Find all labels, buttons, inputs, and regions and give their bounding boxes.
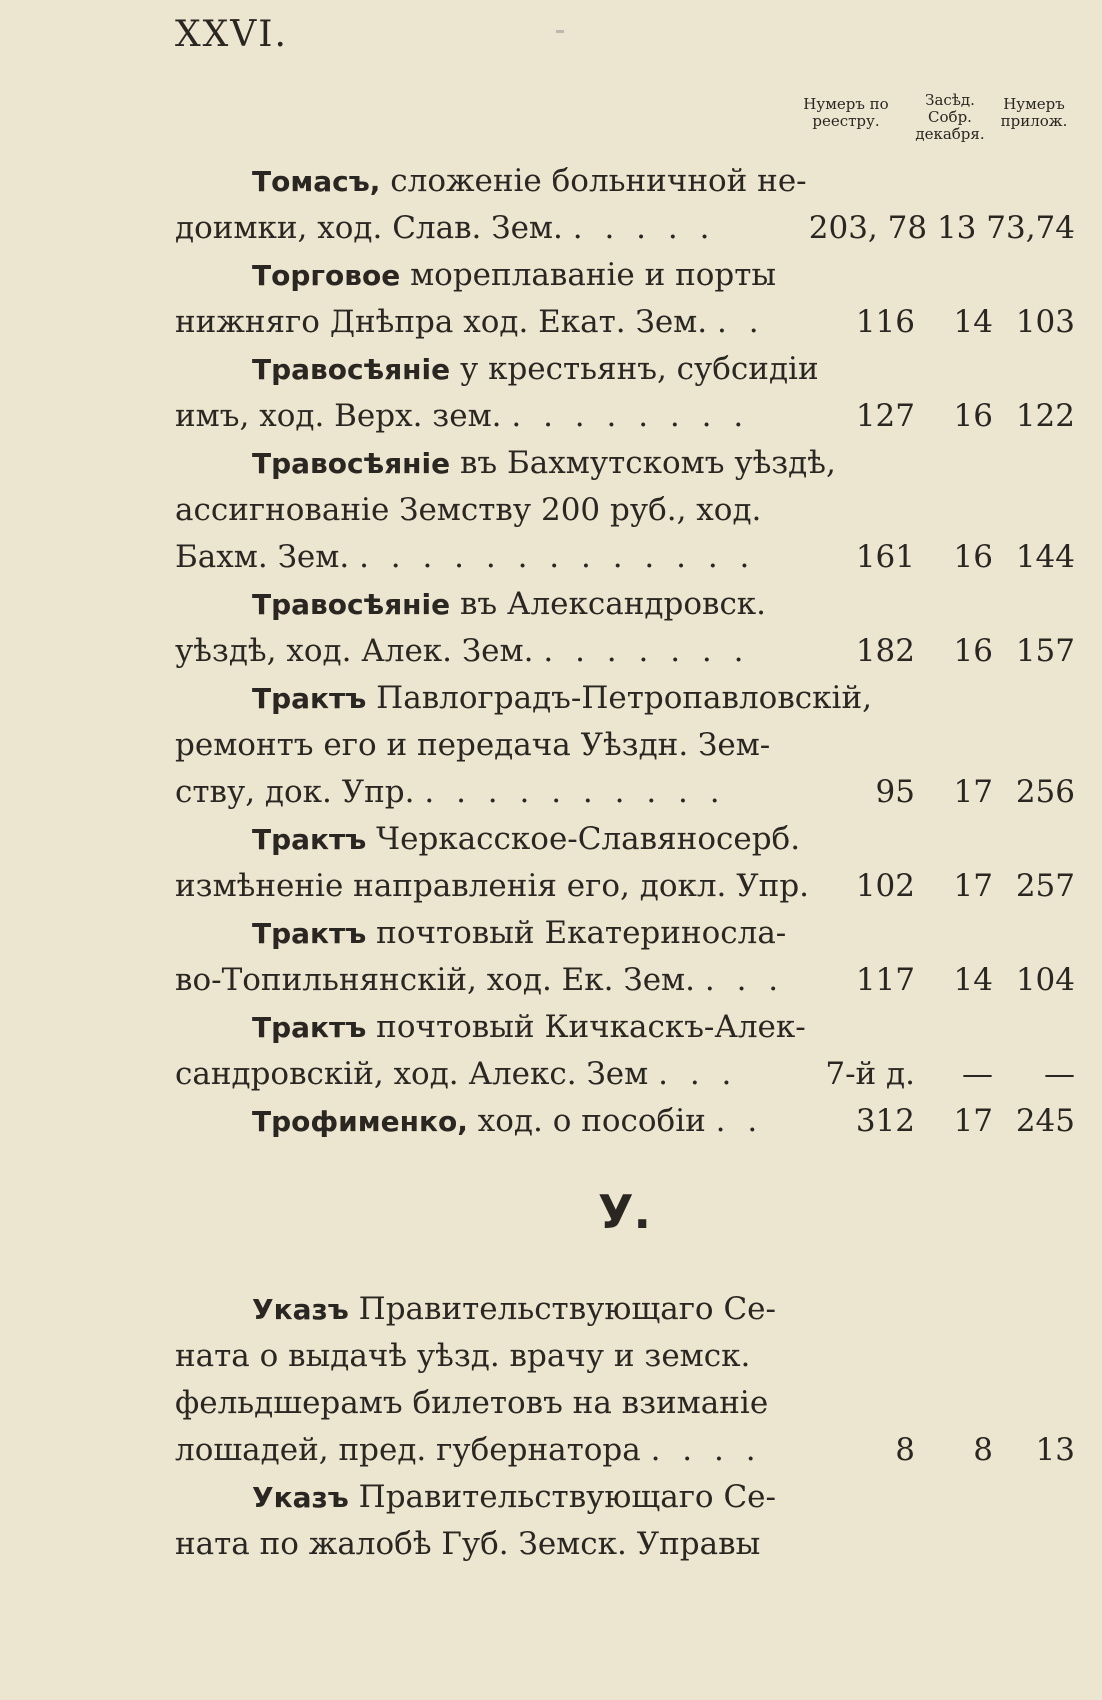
entry-text (175, 1427, 762, 1474)
leader-dots: . . . . . . . . (511, 398, 750, 434)
index-entry (175, 1004, 1085, 1098)
entry-body: почтовый Екатериносла- (376, 915, 787, 951)
appendix-number: 104 (1015, 962, 1075, 998)
entry-body: сандровскій, ход. Алекс. Зем (175, 1056, 649, 1092)
entry-keyword: Трактъ (252, 1011, 367, 1044)
entry-line (175, 393, 1085, 440)
registry-number: 95 (875, 774, 915, 810)
session-number: 16 (953, 398, 993, 434)
entry-line (175, 1380, 1085, 1427)
entry-keyword: Травосѣяніе (252, 353, 451, 386)
entry-text (252, 158, 807, 205)
entry-body: Правительствующаго Се- (358, 1291, 776, 1327)
section-letter: У. (598, 1185, 651, 1239)
appendix-number: 257 (1015, 868, 1075, 904)
column-header-appendix: Нумеръ прилож. (1000, 95, 1068, 130)
entry-text (252, 581, 766, 628)
registry-number: 182 (855, 633, 915, 669)
leader-dots: . . . . . . . (543, 633, 750, 669)
session-number: — (962, 1056, 993, 1092)
entry-line (175, 1521, 1085, 1568)
print-mark (556, 30, 564, 33)
leader-dots: . . (717, 304, 765, 340)
entry-body: ассигнованіе Земству 200 руб., ход. (175, 492, 762, 528)
appendix-number: 245 (1015, 1103, 1075, 1139)
registry-number: 312 (855, 1103, 915, 1139)
entry-body: ната по жалобѣ Губ. Земск. Управы (175, 1526, 761, 1562)
entry-line (175, 769, 1085, 816)
entry-text (175, 628, 749, 675)
entry-body: ната о выдачѣ уѣзд. врачу и земск. (175, 1338, 751, 1374)
appendix-number: — (1044, 1056, 1075, 1092)
entry-text (252, 1004, 806, 1051)
entry-keyword: Трактъ (252, 917, 367, 950)
session-number: 8 (973, 1432, 993, 1468)
entry-text (175, 722, 770, 769)
leader-dots: . . . . . . . . . . (424, 774, 726, 810)
index-entry (175, 1474, 1085, 1568)
appendix-number: 157 (1015, 633, 1075, 669)
column-header-registry: Нумеръ по реестру. (803, 95, 889, 130)
entry-line (175, 1051, 1085, 1098)
leader-dots: . . . (658, 1056, 738, 1092)
entry-text (252, 1098, 763, 1145)
registry-number: 7-й д. (825, 1056, 915, 1092)
entry-text (252, 910, 786, 957)
session-number: 17 (953, 1103, 993, 1139)
entry-line (175, 581, 1085, 628)
session-number: 14 (953, 304, 993, 340)
entry-text (175, 1380, 768, 1427)
entry-text (175, 769, 726, 816)
session-number: 17 (953, 774, 993, 810)
entry-body: измѣненіе направленія его, докл. Упр. (175, 868, 810, 904)
index-entry (175, 1098, 1085, 1145)
entry-body: Правительствующаго Се- (358, 1479, 776, 1515)
entry-line (175, 299, 1085, 346)
entry-line (175, 440, 1085, 487)
index-entry (175, 816, 1085, 910)
appendix-number: 122 (1015, 398, 1075, 434)
entry-body: мореплаваніе и порты (410, 257, 777, 293)
entry-keyword: Травосѣяніе (252, 588, 451, 621)
column-header-session: Засѣд. Собр. декабря. (915, 91, 985, 143)
entry-text (175, 205, 715, 252)
session-number: 14 (953, 962, 993, 998)
entry-line (175, 158, 1085, 205)
entry-text (252, 346, 819, 393)
appendix-number: 256 (1015, 774, 1075, 810)
entry-numbers: 203, 78 13 73,74 (808, 210, 1075, 246)
entry-body: въ Бахмутскомъ уѣздѣ, (459, 445, 836, 481)
index-entry (175, 252, 1085, 346)
index-entry (175, 346, 1085, 440)
index-entries-u (175, 1286, 1085, 1568)
entry-body: фельдшерамъ билетовъ на взиманіе (175, 1385, 769, 1421)
registry-number: 116 (855, 304, 915, 340)
entry-text (175, 393, 749, 440)
entry-line (175, 1474, 1085, 1521)
appendix-number: 103 (1015, 304, 1075, 340)
entry-body: ремонтъ его и передача Уѣздн. Зем- (175, 727, 771, 763)
index-entries (175, 158, 1085, 1145)
entry-line (175, 1333, 1085, 1380)
entry-text (175, 1333, 750, 1380)
entry-text (175, 1051, 737, 1098)
entry-line (175, 628, 1085, 675)
registry-number: 117 (855, 962, 915, 998)
leader-dots: . . . (704, 962, 785, 998)
entry-keyword: Томасъ, (252, 165, 381, 198)
entry-body: лошадей, пред. губернатора (175, 1432, 641, 1468)
entry-body: доимки, ход. Слав. Зем. (175, 210, 563, 246)
registry-number: 8 (895, 1432, 915, 1468)
entry-keyword: Торговое (252, 259, 401, 292)
entry-line (175, 205, 1085, 252)
registry-number: 127 (855, 398, 915, 434)
leader-dots: . . . . (650, 1432, 762, 1468)
entry-line (175, 487, 1085, 534)
appendix-number: 13 (1035, 1432, 1075, 1468)
entry-line (175, 1004, 1085, 1051)
entry-body: уѣздѣ, ход. Алек. Зем. (175, 633, 534, 669)
entry-body: ход. о пособіи (477, 1103, 706, 1139)
entry-line (175, 1286, 1085, 1333)
entry-body: сложеніе больничной не- (390, 163, 807, 199)
entry-keyword: Указъ (252, 1293, 349, 1326)
entry-line (175, 816, 1085, 863)
entry-body: ству, док. Упр. (175, 774, 415, 810)
index-entry (175, 1286, 1085, 1474)
appendix-number: 144 (1015, 539, 1075, 575)
entry-body: Черкасское-Славяносерб. (376, 821, 801, 857)
entry-text (175, 863, 809, 910)
page-number: XXVI. (175, 14, 288, 55)
entry-text (252, 252, 776, 299)
entry-body: въ Александровск. (459, 586, 767, 622)
entry-line (175, 1427, 1085, 1474)
entry-text (252, 675, 872, 722)
entry-body: Бахм. Зем. (175, 539, 350, 575)
session-number: 17 (953, 868, 993, 904)
leader-dots: . . . . . (572, 210, 716, 246)
index-entry (175, 675, 1085, 816)
entry-line (175, 863, 1085, 910)
entry-text (252, 816, 800, 863)
entry-body: во-Топильнянскій, ход. Ек. Зем. (175, 962, 696, 998)
registry-number: 161 (855, 539, 915, 575)
entry-text (175, 1521, 760, 1568)
registry-number: 102 (855, 868, 915, 904)
leader-dots: . . . . . . . . . . . . . (359, 539, 756, 575)
entry-body: Павлоградъ-Петропавловскій, (376, 680, 872, 716)
leader-dots: . . (715, 1103, 764, 1139)
entry-text (175, 299, 765, 346)
session-number: 16 (953, 633, 993, 669)
entry-line (175, 910, 1085, 957)
entry-text (175, 487, 761, 534)
entry-line (175, 346, 1085, 393)
entry-body: почтовый Кичкаскъ-Алек- (376, 1009, 806, 1045)
session-number: 16 (953, 539, 993, 575)
entry-keyword: Указъ (252, 1481, 349, 1514)
entry-text (175, 534, 755, 581)
index-entry (175, 581, 1085, 675)
entry-keyword: Трофименко, (252, 1105, 468, 1138)
entry-line (175, 722, 1085, 769)
entry-body: нижняго Днѣпра ход. Екат. Зем. (175, 304, 708, 340)
entry-text (252, 1474, 776, 1521)
entry-keyword: Трактъ (252, 823, 367, 856)
entry-text (252, 1286, 776, 1333)
entry-line (175, 957, 1085, 1004)
index-entry (175, 440, 1085, 581)
entry-line (175, 675, 1085, 722)
entry-line (175, 534, 1085, 581)
index-entry (175, 158, 1085, 252)
entry-line (175, 1098, 1085, 1145)
entry-body: имъ, ход. Верх. зем. (175, 398, 502, 434)
entry-line (175, 252, 1085, 299)
entry-keyword: Травосѣяніе (252, 447, 451, 480)
entry-text (252, 440, 836, 487)
entry-keyword: Трактъ (252, 682, 367, 715)
entry-text (175, 957, 784, 1004)
entry-body: у крестьянъ, субсидіи (459, 351, 819, 387)
index-entry (175, 910, 1085, 1004)
